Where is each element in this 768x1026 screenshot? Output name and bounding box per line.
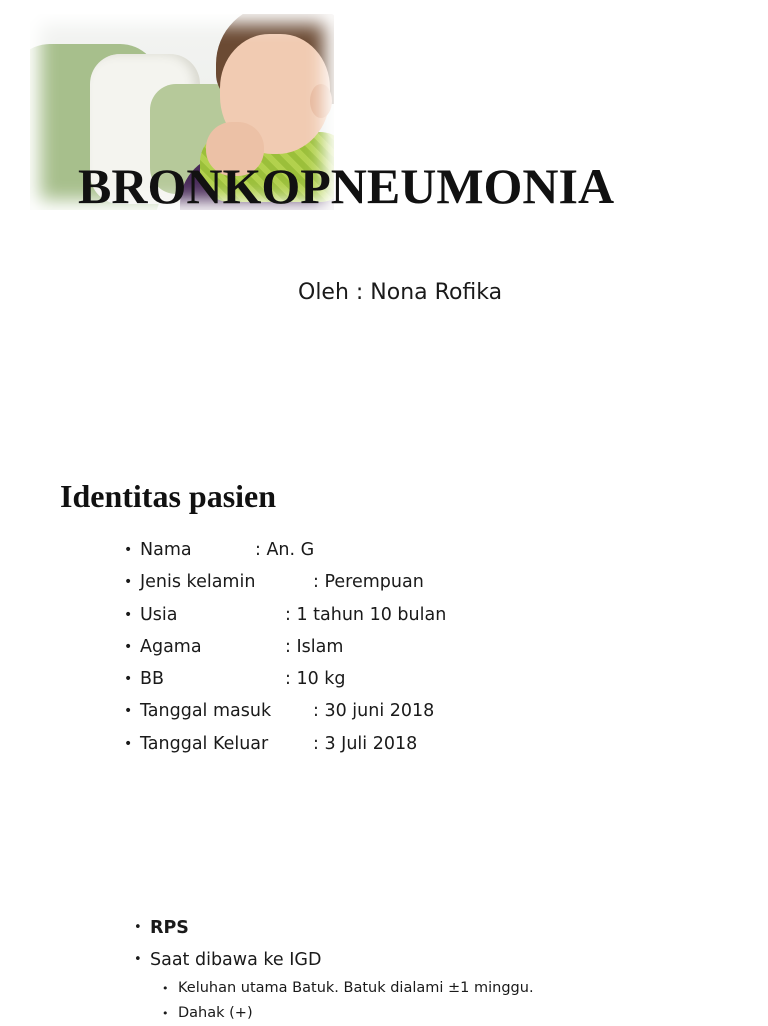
- bullet-icon: •: [124, 671, 133, 688]
- bullet-icon: •: [162, 982, 169, 995]
- item-label: Jenis kelamin: [140, 572, 256, 593]
- author-byline: Oleh : Nona Rofika: [298, 280, 503, 305]
- item-label: Tanggal Keluar: [140, 733, 269, 754]
- bullet-icon: •: [124, 574, 133, 591]
- bullet-icon: •: [124, 542, 133, 558]
- item-value: : 30 juni 2018: [313, 701, 435, 722]
- list-item: [134, 912, 534, 944]
- list-item: [162, 976, 534, 1001]
- list-item: [162, 1001, 534, 1026]
- bullet-icon: •: [162, 1007, 169, 1020]
- bullet-icon: •: [124, 638, 133, 655]
- item-label: Agama: [140, 636, 202, 657]
- rps-list: [134, 912, 534, 1026]
- bullet-icon: •: [134, 920, 142, 935]
- bullet-icon: •: [124, 606, 133, 623]
- slide-title: BRONKOPNEUMONIA: [78, 158, 615, 214]
- rps-subline: Keluhan utama Batuk. Batuk dialami ±1 minggu.: [178, 980, 534, 996]
- rps-heading: RPS: [150, 918, 189, 938]
- bullet-icon: •: [134, 952, 142, 967]
- title-slide: [0, 0, 768, 384]
- rps-line: Saat dibawa ke IGD: [150, 950, 322, 970]
- item-label: Nama: [140, 540, 192, 560]
- item-value: : An. G: [255, 540, 315, 560]
- rps-slide: [0, 900, 768, 1024]
- patient-identity-slide: [0, 456, 768, 876]
- item-value: : 1 tahun 10 bulan: [285, 604, 447, 625]
- bullet-icon: •: [124, 703, 133, 720]
- rps-subline: Dahak (+): [178, 1005, 253, 1021]
- item-label: Tanggal masuk: [140, 701, 272, 722]
- item-value: : 3 Juli 2018: [313, 733, 418, 754]
- item-value: : Perempuan: [313, 572, 424, 593]
- item-label: Usia: [140, 604, 178, 625]
- item-label: BB: [140, 669, 165, 690]
- section-title: Identitas pasien: [60, 478, 277, 514]
- list-item: [134, 944, 534, 976]
- item-value: : Islam: [285, 636, 344, 657]
- bullet-icon: •: [124, 735, 133, 752]
- item-value: : 10 kg: [285, 669, 346, 690]
